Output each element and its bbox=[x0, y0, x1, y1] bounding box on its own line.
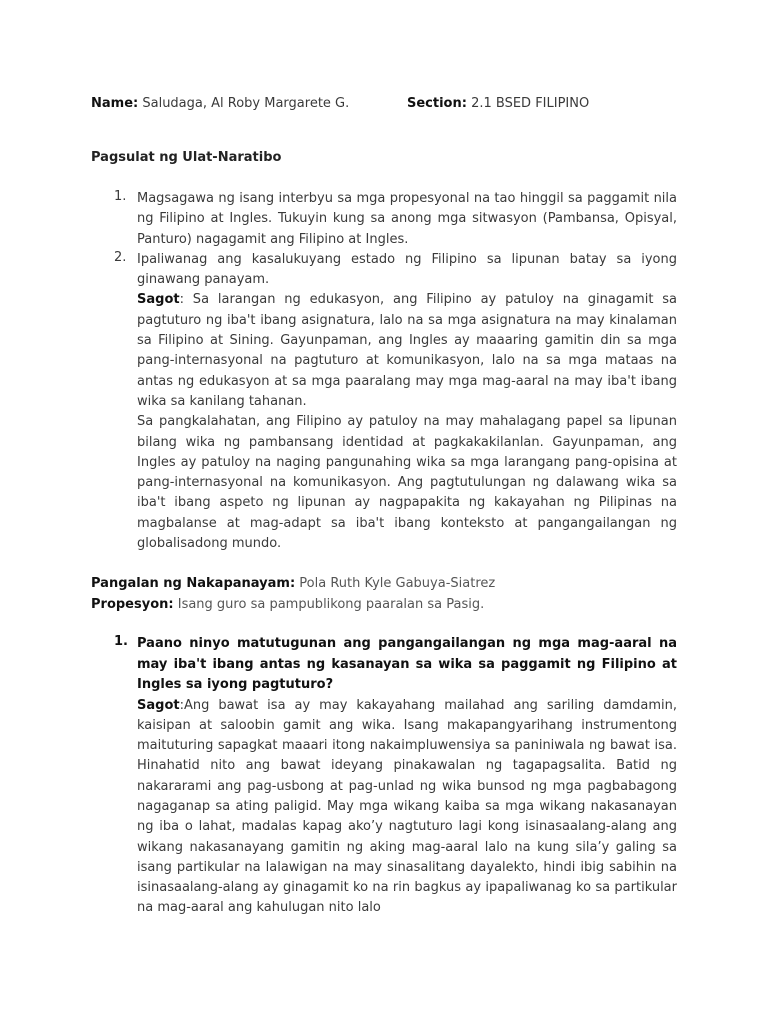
item-text: Magsagawa ng isang interbyu sa mga propesyonal na tao hinggil sa paggamit nila ng Filipino at Ingles. Tukuyin kung sa anong mga sitwasyon (Pambansa, Opisyal, Panturo) nagagamit ang Filipino at Ingles. bbox=[137, 191, 677, 247]
profession-line bbox=[91, 595, 495, 616]
section-label: Section: bbox=[407, 96, 467, 111]
answer-label: Sagot bbox=[137, 697, 180, 713]
item-text: Ipaliwanag ang kasalukuyang estado ng Filipino sa lipunan batay sa iyong ginawang panayam. bbox=[137, 251, 677, 288]
interviewee-name: Pola Ruth Kyle Gabuya-Siatrez bbox=[299, 576, 496, 591]
item-number: 2. bbox=[114, 249, 127, 265]
profession-label: Propesyon: bbox=[91, 596, 174, 612]
interviewee-name-label: Pangalan ng Nakapanayam: bbox=[91, 576, 296, 591]
question-number: 1. bbox=[114, 634, 128, 649]
answer-label: Sagot bbox=[137, 292, 180, 308]
section-value: 2.1 BSED FILIPINO bbox=[471, 96, 590, 111]
answer-text: :Ang bawat isa ay may kakayahang mailahad ang sariling damdamin, kaisipan at saloobin gamit ang wika. Isang makapangyarihang instrumentong maituturing sapagkat maaari itong nakaimpluwensiya sa paniniwala ng bawat isa. Hinahatid nito ang bawat ideyang pinakawalan ng tagapagsalita. Batid ng nakararami ang pag-usbong at pag-unlad ng wika bunsod ng mga pagbabagong nagaganap sa ating paligid. May mga wikang kaiba sa mga wikang nakasanayan ng iba o lahat, madalas kapag ako’y nagtuturo lagi kong isinasaalang-alang ang wikang nakasanayang gamitin ng aking mag-aaral lalo na kung sila’y galing sa isang partikular na lalawigan na may sinasalitang dayalekto, hindi ibig sabihin na isinasaalang-alang ay ginagamit ko na rin bagkus ay ipapaliwanag ko sa partikular na mag-aaral ang kahulugan nito lalo bbox=[137, 697, 677, 916]
list-item bbox=[91, 189, 677, 250]
interviewee-info bbox=[91, 574, 495, 615]
profession-value: Isang guro sa pampublikong paaralan sa Pasig. bbox=[177, 596, 485, 612]
answer-paragraph bbox=[137, 696, 677, 919]
interview-question-list bbox=[91, 634, 677, 919]
name-label: Name: bbox=[91, 96, 139, 111]
answer-text: : Sa larangan ng edukasyon, ang Filipino ay patuloy na ginagamit sa pagtuturo ng iba't ibang asignatura, lalo na sa mga asignatura na may kinalaman sa Filipino at Sining. Gayunpaman, ang Ingles ay maaaring gamitin din sa mga pang-internasyonal na pagtuturo at komunikasyon, lalo na sa mga mataas na antas ng edukasyon at sa mga paaralang may mga mag-aaral na may iba't ibang wika sa kanilang tahanan. bbox=[137, 292, 677, 409]
list-item bbox=[91, 250, 677, 554]
name-line bbox=[91, 95, 691, 113]
task-list bbox=[91, 189, 677, 554]
document-heading: Pagsulat ng Ulat-Naratibo bbox=[91, 150, 282, 165]
section-field bbox=[407, 95, 589, 113]
question-text: Paano ninyo matutugunan ang pangangailangan ng mga mag-aaral na may iba't ibang antas ng kasanayan sa wika sa paggamit ng Filipino at Ingles sa iyong pagtuturo? bbox=[137, 636, 677, 692]
interviewee-name-line bbox=[91, 574, 495, 595]
answer-paragraph bbox=[137, 290, 677, 412]
answer-paragraph-2: Sa pangkalahatan, ang Filipino ay patuloy na may mahalagang papel sa lipunan bilang wika ng pambansang identidad at pagkakakilanlan. Gayunpaman, ang Ingles ay patuloy na naging pangunahing wika sa mga larangang pang-opisina at pang-internasyonal na komunikasyon. Ang pagtutulungan ng dalawang wika sa iba't ibang aspeto ng lipunan ay nagpapakita ng kakayahan ng Pilipinas na magbalanse at mag-adapt sa iba't ibang konteksto at pangangailangan ng globalisadong mundo. bbox=[137, 414, 677, 552]
name-value: Saludaga, Al Roby Margarete G. bbox=[142, 96, 350, 111]
list-item bbox=[91, 634, 677, 919]
item-number: 1. bbox=[114, 189, 127, 204]
